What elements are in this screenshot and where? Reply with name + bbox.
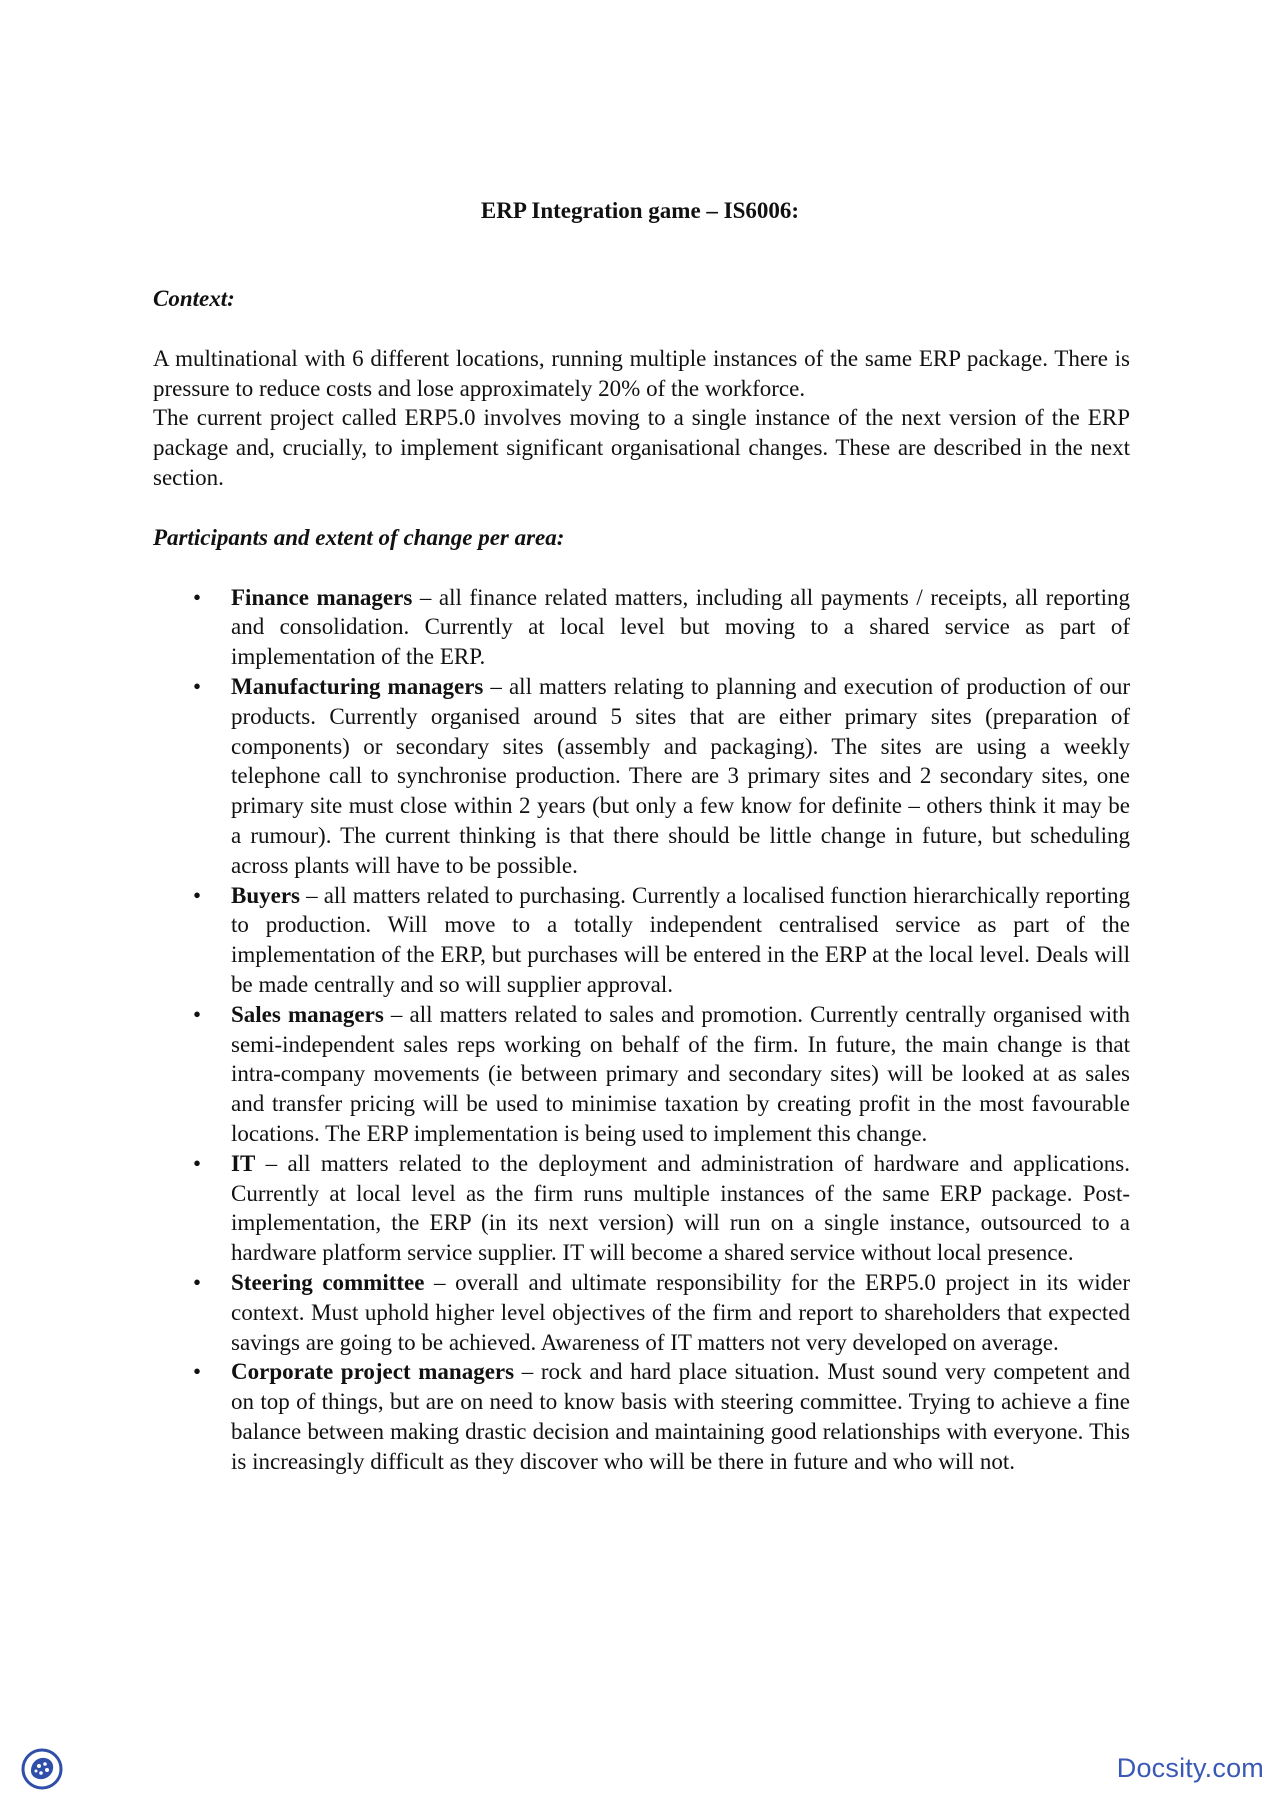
participants-list <box>153 583 1130 1477</box>
participant-description: – all matters related to purchasing. Currently a localised function hierarchically reporting to production. Will move to a totally independent centralised service as part of the implementation of the ERP, but purchases will be entered in the ERP at the local level. Deals will be made centrally and so will supplier approval. <box>231 882 1130 997</box>
participant-description: – overall and ultimate responsibility for the ERP5.0 project in its wider context. Must uphold higher level objectives of the firm and report to shareholders that expected savings are going to be achieved. Awareness of IT matters not very developed on average. <box>231 1269 1130 1355</box>
list-item <box>153 1149 1130 1268</box>
participant-description: – all matters related to the deployment and administration of hardware and applications. Currently at local level as the firm runs multiple instances of the same ERP package. Post-implementation, the ERP (in its next version) will run on a single instance, outsourced to a hardware platform service supplier. IT will become a shared service without local presence. <box>231 1150 1130 1266</box>
participant-role: Steering committee <box>231 1269 425 1295</box>
participant-description: – all matters relating to planning and execution of production of our products. Currently organised around 5 sites that are either primary sites (preparation of components) or secondary sites (assembly and packaging). The sites are using a weekly telephone call to synchronise production. There are 3 primary sites and 2 secondary sites, one primary site must close within 2 years (but only a few know for definite – others think it may be a rumour). The current thinking is that there should be little change in future, but scheduling across plants will have to be possible. <box>231 673 1130 878</box>
list-item <box>153 1000 1130 1149</box>
document-body <box>153 284 1130 1476</box>
participant-description: – all matters related to sales and promotion. Currently centrally organised with semi-independent sales reps working on behalf of the firm. In future, the main change is that intra-company movements (ie between primary and secondary sites) will be looked at as sales and transfer pricing will be used to minimise taxation by creating profit in the most favourable locations. The ERP implementation is being used to implement this change. <box>231 1001 1130 1146</box>
participant-role: Manufacturing managers <box>231 673 484 699</box>
participant-description: – rock and hard place situation. Must sound very competent and on top of things, but are on need to know basis with steering committee. Trying to achieve a fine balance between making drastic decision and maintaining good relationships with everyone. This is increasingly difficult as they discover who will be there in future and who will not. <box>231 1359 1130 1474</box>
docsity-brand-link[interactable]: Docsity.com <box>1116 1753 1264 1783</box>
participant-role: Corporate project managers <box>231 1359 515 1385</box>
participant-role: Buyers <box>231 882 300 908</box>
context-section <box>153 344 1130 493</box>
list-item <box>153 672 1130 881</box>
participant-role: Finance managers <box>231 584 413 610</box>
list-item <box>153 1357 1130 1476</box>
participant-role: Sales managers <box>231 1001 384 1027</box>
list-item <box>153 881 1130 1000</box>
participant-description: – all finance related matters, including all payments / receipts, all reporting and consolidation. Currently at local level but moving to a shared service as part of implementation of the ERP. <box>231 584 1130 670</box>
context-paragraph: The current project called ERP5.0 involves moving to a single instance of the next version of the ERP package and, crucially, to implement significant organisational changes. These are described in the next section. <box>153 405 1130 490</box>
context-paragraph: A multinational with 6 different locations, running multiple instances of the same ERP package. There is pressure to reduce costs and lose approximately 20% of the workforce. <box>153 345 1130 401</box>
context-heading: Context: <box>153 286 235 311</box>
docsity-logo-icon[interactable] <box>20 1747 64 1791</box>
list-item <box>153 583 1130 672</box>
participants-heading: Participants and extent of change per area: <box>153 524 565 550</box>
document-title: ERP Integration game – IS6006: <box>480 198 800 223</box>
list-item <box>153 1268 1130 1357</box>
participant-role: IT <box>231 1150 256 1176</box>
